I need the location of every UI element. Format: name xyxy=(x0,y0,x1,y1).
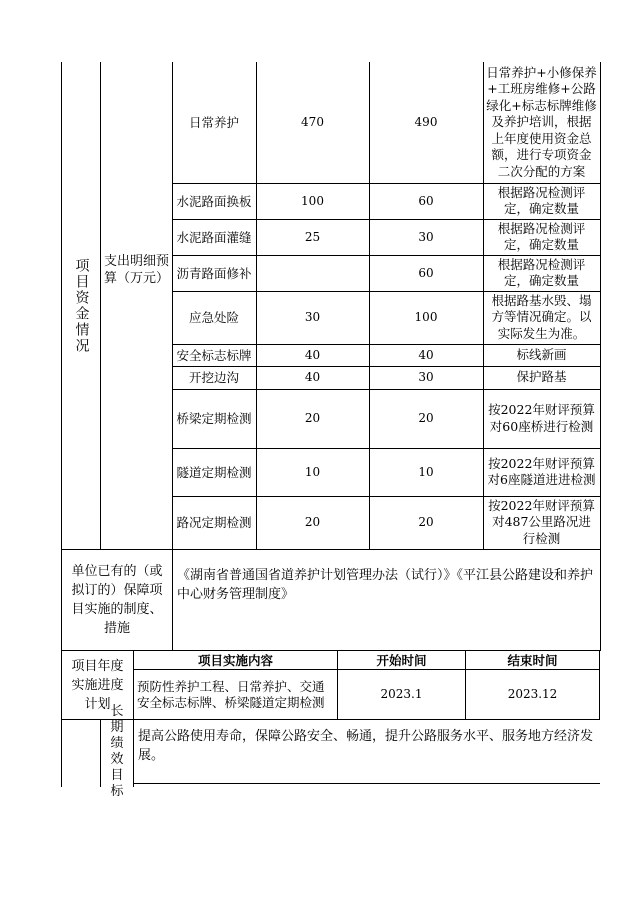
table-row-value-2: 30 xyxy=(418,229,434,244)
table-row-value-2: 20 xyxy=(418,411,434,425)
table-row-item-name: 沥青路面修补 xyxy=(176,265,252,281)
table-row-value-1: 30 xyxy=(304,310,321,324)
budget-detail-label: 支出明细预算（万元） xyxy=(103,254,169,286)
table-row-note: 按2022年财评预算对60座桥进行检测 xyxy=(488,402,595,434)
header-end-time: 结束时间 xyxy=(507,652,558,668)
table-row-value-1: 470 xyxy=(301,115,324,129)
table-row-item-name: 安全标志标牌 xyxy=(176,347,252,363)
table-row-value-1: 20 xyxy=(304,411,321,425)
table-row-item-name: 水泥路面换板 xyxy=(176,193,252,209)
table-row-value-2: 10 xyxy=(418,464,434,479)
end-time: 2023.12 xyxy=(507,687,558,701)
table-row-value-1: 40 xyxy=(304,370,321,384)
table-row-item-name: 桥梁定期检测 xyxy=(176,411,252,426)
implementation-content: 预防性养护工程、日常养护、交通安全标志标牌、桥梁隧道定期检测 xyxy=(137,678,325,710)
table-row-value-2: 60 xyxy=(418,193,434,208)
header-start-time: 开始时间 xyxy=(376,652,427,668)
table-row-value-1: 20 xyxy=(304,515,321,529)
table-row-value-2: 40 xyxy=(418,347,434,362)
table-row-note: 根据路况检测评定，确定数量 xyxy=(497,256,586,288)
table-row-value-1: 40 xyxy=(304,347,321,362)
table-row-item-name: 开挖边沟 xyxy=(188,370,239,385)
table-row-item-name: 应急处险 xyxy=(188,310,239,325)
table-row-note: 日常养护+小修保养+工班房维修+公路绿化+标志标牌维修及养护培训，根据上年度使用资金总额，进行专项资金二次分配的方案 xyxy=(486,64,597,179)
table-row-value-1: 25 xyxy=(304,229,321,244)
table-row-value-2: 490 xyxy=(414,115,438,129)
system-measures-label: 单位已有的（或拟订的）保障项目实施的制度、措施 xyxy=(71,564,163,636)
start-time: 2023.1 xyxy=(380,687,423,701)
table-row-item-name: 水泥路面灌缝 xyxy=(176,229,252,245)
table-row-note: 根据路基水毁、塌方等情况确定。以实际发生为准。 xyxy=(491,292,592,341)
table-row-note: 标线新画 xyxy=(516,346,567,362)
table-row-note: 按2022年财评预算对487公里路况进行检测 xyxy=(488,497,595,546)
long-term-goal-content: 提高公路使用寿命，保障公路安全、畅通，提升公路服务水平、服务地方经济发展。 xyxy=(138,728,594,763)
table-row-note: 保护路基 xyxy=(516,369,567,385)
annual-plan-label: 项目年度实施进度计划 xyxy=(71,658,124,712)
table-row-note: 按2022年财评预算对6座隧道进进检测 xyxy=(487,455,596,487)
table-row-value-2: 20 xyxy=(418,515,434,529)
table-row-item-name: 路况定期检测 xyxy=(176,515,252,530)
table-row-note: 根据路况检测评定，确定数量 xyxy=(497,220,586,252)
long-term-goal-label: 长期绩效目标 xyxy=(110,703,124,799)
header-implementation-content: 项目实施内容 xyxy=(197,652,273,668)
table-row-value-1 xyxy=(256,255,369,291)
table-row-value-1: 100 xyxy=(301,193,324,208)
system-measures-content: 《湖南省普通国省道养护计划管理办法（试行）》《平江县公路建设和养护中心财务管理制度》 xyxy=(177,568,594,602)
table-row-value-2: 60 xyxy=(418,265,434,280)
table-row-note: 根据路况检测评定，确定数量 xyxy=(497,184,586,216)
table-row-value-2: 30 xyxy=(418,370,434,384)
table-row-value-2: 100 xyxy=(414,310,438,324)
fund-situation-label: 项目资金情况 xyxy=(73,257,90,354)
table-row-item-name: 日常养护 xyxy=(188,115,239,130)
table-row-item-name: 隧道定期检测 xyxy=(176,464,252,480)
table-row-value-1: 10 xyxy=(304,464,321,479)
